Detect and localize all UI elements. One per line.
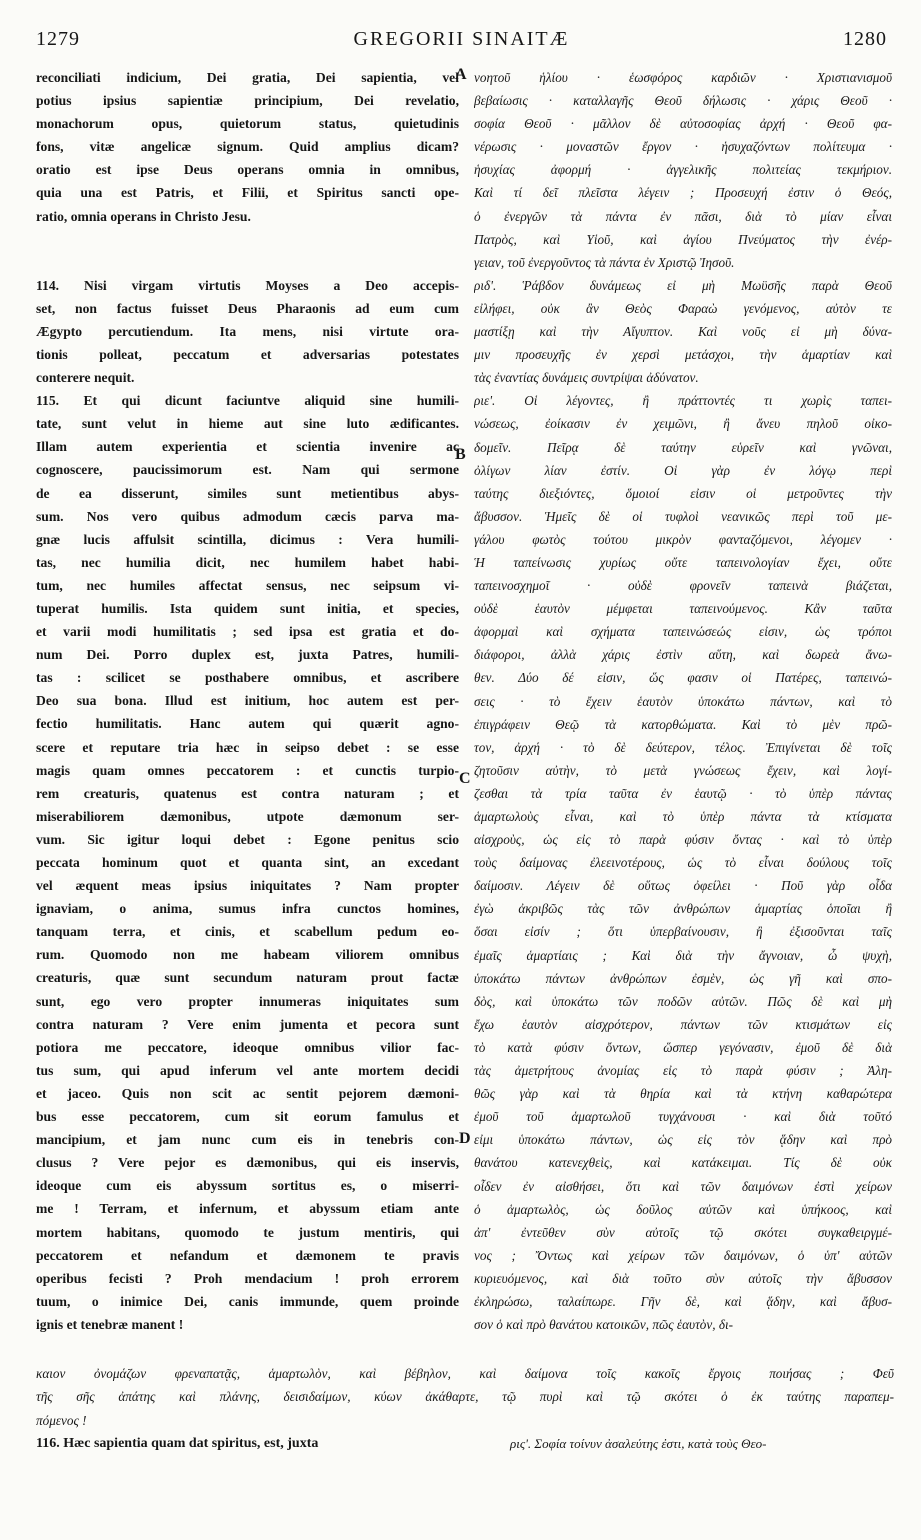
text-line: ὑποκάτω πάντων ἀνθρώπων ἐσμὲν, ὡς γῆ καὶ σπο- (474, 970, 892, 986)
page-number-right: 1280 (843, 28, 887, 50)
text-line: bus esse peccatorem, cum sit eorum famulus et (36, 1109, 459, 1125)
text-line: θεν. Δύο δέ εἰσιν, ὥς φασιν οἱ Πατέρες, ταπεινώ- (474, 670, 892, 686)
running-title: GREGORII SINAITÆ (353, 28, 570, 50)
text-line: ζεσθαι τὰ τρία ταῦτα ἐν ἑαυτῷ · τὸ ὑπὲρ πάντας (474, 785, 892, 801)
text-line: βεβαίωσις · καταλλαγῆς Θεοῦ δήλωσις · χάρις Θεοῦ · (474, 93, 892, 109)
text-line: vum. Sic igitur loqui debet : Egone penitus scio (36, 831, 459, 847)
text-line: σεις · τὸ ἔχειν ἑαυτὸν ὑποκάτω πάντων, καὶ τὸ (474, 693, 892, 709)
text-line: sunt, ego vero propter innumeras iniquitates sum (36, 993, 459, 1009)
text-line: me ! Terram, et infernum, et abyssum etiam ante (36, 1201, 459, 1217)
text-line: sum. Nos vero quibus admodum cæcis parva ma- (36, 508, 459, 524)
section-marker-b: B (455, 446, 466, 463)
text-line: δὸς, καὶ ὑποκάτω τῶν ποδῶν αὐτῶν. Πῶς δὲ καὶ μὴ (474, 993, 892, 1009)
text-line: reconciliati indicium, Dei gratia, Dei sapientia, vel (36, 70, 459, 85)
text-line: ἐμαῖς ἁμαρτίαις ; Καὶ διὰ τὴν ἄγνοιαν, ὦ ψυχὴ, (474, 947, 892, 963)
text-line: tuperat humilis. Ista quidem sunt initia, et species, (36, 600, 459, 616)
text-line: de ea disserunt, similes sunt metientibus abys- (36, 485, 459, 501)
text-line: εἰλήφει, οὐκ ἂν Θεὸς Φαραὼ γενόμενος, αὐτὸν τε (474, 300, 892, 316)
text-line: fectio humilitatis. Hanc autem qui quærit agno- (36, 716, 459, 732)
text-line: σον ὁ καὶ πρὸ θανάτου κατοικῶν, πῶς ἑαυτὸν, δι- (474, 1317, 734, 1333)
text-line: mancipium, et jam nunc cum eis in tenebris con- (36, 1132, 459, 1148)
page-header (36, 28, 887, 58)
text-line: εἰμι ὑποκάτω πάντων, ὡς εἰς τὸν ᾅδην καὶ πρὸ (474, 1132, 892, 1148)
latin-paragraph-114 (36, 274, 459, 389)
text-line: cognoscere, paucissimorum est. Nam qui sermone (36, 462, 459, 478)
text-line: operibus fecisti ? Proh mendacium ! proh errorem (36, 1270, 459, 1286)
text-line: 115. Et qui dicunt faciuntve aliquid sine humili- (36, 393, 459, 409)
text-line: ratio, omnia operans in Christo Jesu. (36, 208, 251, 224)
text-line: magis quam omnes peccatorem : et cunctis turpio- (36, 762, 459, 778)
text-line: νώσεως, ἐοίκασιν ἐν χειμῶνι, ἢ ἄνευ πηλοῦ οἰκο- (474, 416, 892, 432)
text-line: Καὶ τί δεῖ πλεῖστα λέγειν ; Προσευχή ἐστιν ὁ Θεός, (474, 185, 892, 201)
text-line: τὰς ἀμετρήτους ἀνομίας εἰς τὸ παρὰ φύσιν ; Ἀλη- (474, 1063, 892, 1079)
text-line: rum. Quomodo non me habeam viliorem omnibus (36, 947, 459, 963)
text-line: οἶδεν ἐν αἰσθήσει, ὅτι καὶ τῶν δαιμόνων ἐστὶ χείρων (474, 1178, 892, 1194)
text-line: ἐγὼ ἀκριβῶς τὰς τῶν ἀνθρώπων ἁμαρτίας ὁποῖαι ἢ (474, 901, 892, 917)
text-line: Πατρὸς, καὶ Υἱοῦ, καὶ ἁγίου Πνεύματος τὴν ἐνέρ- (474, 231, 892, 247)
greek-paragraph-114 (474, 274, 892, 389)
text-line: contra naturam ? Vere enim jumenta et pecora sunt (36, 1016, 459, 1032)
text-line: ἔχω ἑαυτὸν αἰσχρότερον, πάντων τῶν κτισμάτων εἰς (474, 1016, 892, 1032)
text-line: κυριευόμενος, καὶ διὰ τοῦτο σὺν αὐτοῖς τὴν ἄβυσσον (474, 1270, 892, 1286)
text-line: tum, nec humiles affectat sensus, nec seipsum vi- (36, 577, 459, 593)
text-line: peccatorem et nefandum et dæmonem te pravis (36, 1247, 459, 1263)
text-line: num Dei. Porro duplex est, juxta Patres, humili- (36, 647, 459, 663)
text-line: Ægypto percutiendum. Ita mens, nisi virtute ora- (36, 323, 459, 339)
text-line: νοητοῦ ἡλίου · ἑωσφόρος καρδιῶν · Χριστιανισμοῦ (474, 70, 892, 85)
greek-continuation-full-width (36, 1362, 894, 1432)
text-line: tus sum, qui apud inferum vel ante mortem decidi (36, 1062, 459, 1078)
text-line: quia una est Patris, et Filii, et Spiritus sancti ope- (36, 185, 459, 201)
text-line: σοφία Θεοῦ · μᾶλλον δὲ αὐτοσοφίας ἀρχή · Θεοῦ φα- (474, 116, 892, 132)
latin-paragraph-115 (36, 389, 459, 1336)
text-line: ideoque cum eis abyssum sortitus es, o miserri- (36, 1178, 459, 1194)
text-line: τοὺς δαίμονας ἐλεεινοτέρους, ὡς τὸ εἶναι δούλους τοῖς (474, 855, 892, 871)
text-line: vel æquent meas ipsius iniquitates ? Nam propter (36, 878, 459, 894)
text-line: clusus ? Vere pejor es dæmonibus, qui eis inservis, (36, 1155, 459, 1171)
text-line: θῶς γὰρ καὶ τὰ θηρία καὶ τὰ κτήνη καθαρώτερα (474, 1086, 892, 1102)
text-line: ἡσυχίας ἀφορμή · ἀγγελικῆς πολιτείας τεκμήριον. (474, 162, 892, 178)
text-line: πόμενος ! (36, 1412, 87, 1428)
text-line: τὸ κατὰ φύσιν ὄντων, ὥσπερ γεγόνασιν, ἐμοῦ δὲ διὰ (474, 1039, 892, 1055)
text-line: scere et reputare tria hæc in seipso debet : se esse (36, 739, 459, 755)
text-line: ἁμαρτωλοὺς εἶναι, καὶ τὸ ὑπὲρ πάντα τὰ κτίσματα (474, 809, 892, 824)
text-line: miserabiliorem dæmonibus, utpote dæmonum ser- (36, 808, 459, 824)
text-line: set, non factus fuisset Deus Pharaonis ad eum cum (36, 300, 459, 316)
text-line: tate, sunt velut in hieme aut sine luto ædificantes. (36, 416, 459, 432)
text-line: ἀφορμαὶ καὶ σχήματα ταπεινώσεώς εἰσιν, ὡς τρόποι (474, 624, 892, 640)
text-line: μιν προσευχῆς ἐν χερσὶ μετάσχοι, τὴν ἁμαρτίαν καὶ (474, 347, 892, 363)
text-line: διάφοροι, ἀλλὰ χάρις ἐστὶν αὕτη, καὶ δωρεὰ ἄνω- (474, 647, 892, 663)
text-line: et jaceo. Quis non scit ac sentit pejorem dæmoni- (36, 1085, 459, 1101)
text-line: ignaviam, o anima, sumus infra cunctos homines, (36, 901, 459, 917)
text-line: ριε'. Οἱ λέγοντες, ἢ πράττοντές τι χωρὶς ταπει- (474, 393, 892, 409)
text-line: ὁ ἐνεργῶν τὰ πάντα ἐν πᾶσι, διὰ τὸ μίαν εἶναι (474, 208, 892, 224)
text-line: ὀλίγων λίαν ἐστίν. Οἱ γὰρ ἐν λόγῳ περὶ (474, 462, 892, 478)
section-marker-d: D (459, 1130, 471, 1147)
text-line: ἐκληρώσω, ταλαίπωρε. Γῆν δὲ, καὶ ᾅδην, καὶ ἄβυσ- (474, 1293, 892, 1309)
text-line: ignis et tenebræ manent ! (36, 1316, 184, 1332)
text-line: ἐμοῦ τοῦ ἁμαρτωλοῦ τυγχάνουσι · καὶ διὰ τοῦτό (474, 1109, 892, 1125)
page-footer-lines (36, 1436, 887, 1462)
text-line: ταύτης διεξιόντες, ὅμοιοί εἰσιν οἱ μετροῦντες τὴν (474, 485, 892, 501)
text-line: oratio est ipse Deus operans omnia in omnibus, (36, 162, 459, 178)
text-line: conterere nequit. (36, 370, 135, 386)
text-line: fons, vitæ angelicæ signum. Quid amplius dicam? (36, 139, 459, 155)
greek-paragraph-115 (474, 389, 892, 1336)
text-line: et varii modi humilitatis ; sed ipsa est gratia et do- (36, 624, 459, 640)
text-line: οὐδὲ ἑαυτὸν μέμφεται ταπεινούμενος. Κἂν ταῦτα (474, 601, 892, 617)
text-line: αἰσχροὺς, ὡς εἰς τὸ παρὰ φύσιν ὄντας · καὶ τὸ ὑπὲρ (474, 832, 892, 848)
text-line: ριδ'. Ῥάβδον δυνάμεως εἰ μὴ Μωϋσῆς παρὰ Θεοῦ (474, 277, 892, 293)
text-line: peccata hominum quot et quanta sint, an excedant (36, 855, 459, 870)
text-line: ζητοῦσιν αὐτὴν, τὸ μετὰ γνώσεως ἔχειν, καὶ λογί- (474, 762, 892, 778)
text-line: ὅσαι εἰσίν ; ὅτι ὑπερβαίνουσιν, ἢ ἐξισοῦνται ταῖς (474, 924, 892, 940)
text-line: γειαν, τοῦ ἐνεργοῦντος τὰ πάντα ἐν Χριστῷ Ἰησοῦ. (474, 254, 735, 270)
text-line: Ἡ ταπείνωσις χυρίως οὔτε ταπεινολογίαν ἔχει, οὔτε (474, 554, 892, 570)
text-line: mortem habitans, quomodo te justum mentiris, qui (36, 1224, 459, 1240)
page-number-left: 1279 (36, 28, 80, 50)
text-line: ἀπ' ἐντεῦθεν σὺν αὐτοῖς τῷ σκότει συγκαθειργμέ- (474, 1224, 892, 1240)
text-line: rem creaturis, quatenus est contra naturam ; et (36, 785, 459, 801)
text-line: ἐπιγράφειν Θεῷ τὰ κατορθώματα. Καὶ τὸ μὲν πρῶ- (474, 716, 892, 732)
text-line: καιον ὀνομάζων φρεναπατᾷς, ἁμαρτωλὸν, καὶ βέβηλον, καὶ δαίμονα τοῖς κακοῖς ἔργοις ποιήσας ; Φεῦ (36, 1366, 894, 1381)
text-line: tionis polleat, peccatum et adversarias potestates (36, 346, 459, 362)
text-line: creaturis, quæ sunt secundum naturam prout factæ (36, 970, 459, 986)
text-line: τὰς ἐναντίας δυνάμεις συντρίψαι ἀδύνατον. (474, 370, 699, 386)
greek-column (474, 66, 892, 1336)
section-marker-a: A (455, 66, 467, 83)
text-line: τον, ἀρχή · τὸ δὲ δεύτερον, τέλος. Ἐπιγίνεται δὲ τοῖς (474, 739, 892, 755)
text-line: tas, nec humilia dicit, nec humilem habet habi- (36, 554, 459, 570)
text-line: monachorum opus, quietorum status, quietudinis (36, 116, 459, 132)
text-line: ταπεινοσχημοῖ · οὐδὲ φρονεῖν ταπεινὰ βιάζεται, (474, 578, 892, 594)
text-line: potius ipsius sapientiæ principium, Dei revelatio, (36, 93, 459, 109)
text-line: gnæ lucis affulsit scintilla, dicimus : Vera humili- (36, 531, 459, 547)
text-line: Deo sua bona. Illud est initium, hoc autem est per- (36, 693, 459, 709)
text-line: 114. Nisi virgam virtutis Moyses a Deo accepis- (36, 277, 459, 293)
latin-paragraph-116-start: 116. Hæc sapientia quam dat spiritus, est, juxta (36, 1436, 319, 1451)
text-line: ὁ ἁμαρτωλὸς, ὡς δοῦλος αὐτῶν καὶ ὑπήκοος, καὶ (474, 1201, 892, 1217)
text-line: μαστίξῃ καὶ τὴν Αἴγυπτον. Καὶ νοῦς εἰ μὴ δύνα- (474, 324, 892, 340)
greek-paragraph-116-start: ρις'. Σοφία τοίνυν ἀσαλεύτης ἐστι, κατὰ τοὺς Θεο- (510, 1436, 767, 1451)
section-marker-c: C (459, 770, 471, 787)
text-line: potiora me peccatore, ideoque omnibus vilior fac- (36, 1039, 459, 1055)
text-line: Illam autem experientia et scientia invenire ac (36, 439, 459, 455)
latin-paragraph-conclusion (36, 66, 459, 228)
text-line: γάλου φωτὸς τούτου μικρὸν φανταζόμενοι, λέγομεν · (474, 531, 892, 547)
text-line: δαίμοσιν. Λέγειν δὲ οὕτως ὀφείλει · Ποῦ γὰρ οἶδα (474, 878, 892, 894)
text-line: θανάτου κατενεχθεὶς, καὶ κατάκειμαι. Τίς δὲ οὐκ (474, 1155, 892, 1171)
text-line: tas : scilicet se posthabere omnibus, et ascribere (36, 670, 459, 686)
text-line: τῆς σῆς ἀπάτης καὶ πλάνης, δεισιδαίμων, κύων ἀκάθαρτε, τῷ πυρὶ καὶ τῷ σκότει ὁ ἐκ ταύτης παραπεμ- (36, 1389, 894, 1405)
text-line: νέρωσις · μοναστῶν ἔργον · ἡσυχαζόντων πολίτευμα · (474, 139, 892, 155)
latin-column (36, 66, 459, 1336)
text-line: tuum, o inimice Dei, canis immunde, quem proinde (36, 1293, 459, 1309)
text-line: tanquam terra, et cinis, et scabellum pedum eo- (36, 924, 459, 940)
text-line: ἄβυσσον. Ἡμεῖς δὲ οἱ τυφλοὶ νεανικῶς περὶ τοῦ με- (474, 508, 892, 524)
greek-paragraph-conclusion (474, 66, 892, 274)
text-line: δομεῖν. Πεῖρᾳ δὲ ταύτην εὑρεῖν καὶ γνῶναι, (474, 439, 892, 455)
text-line: νος ; Ὄντως καὶ χείρων τῶν δαιμόνων, ὁ ὑπ' αὐτῶν (474, 1247, 892, 1263)
